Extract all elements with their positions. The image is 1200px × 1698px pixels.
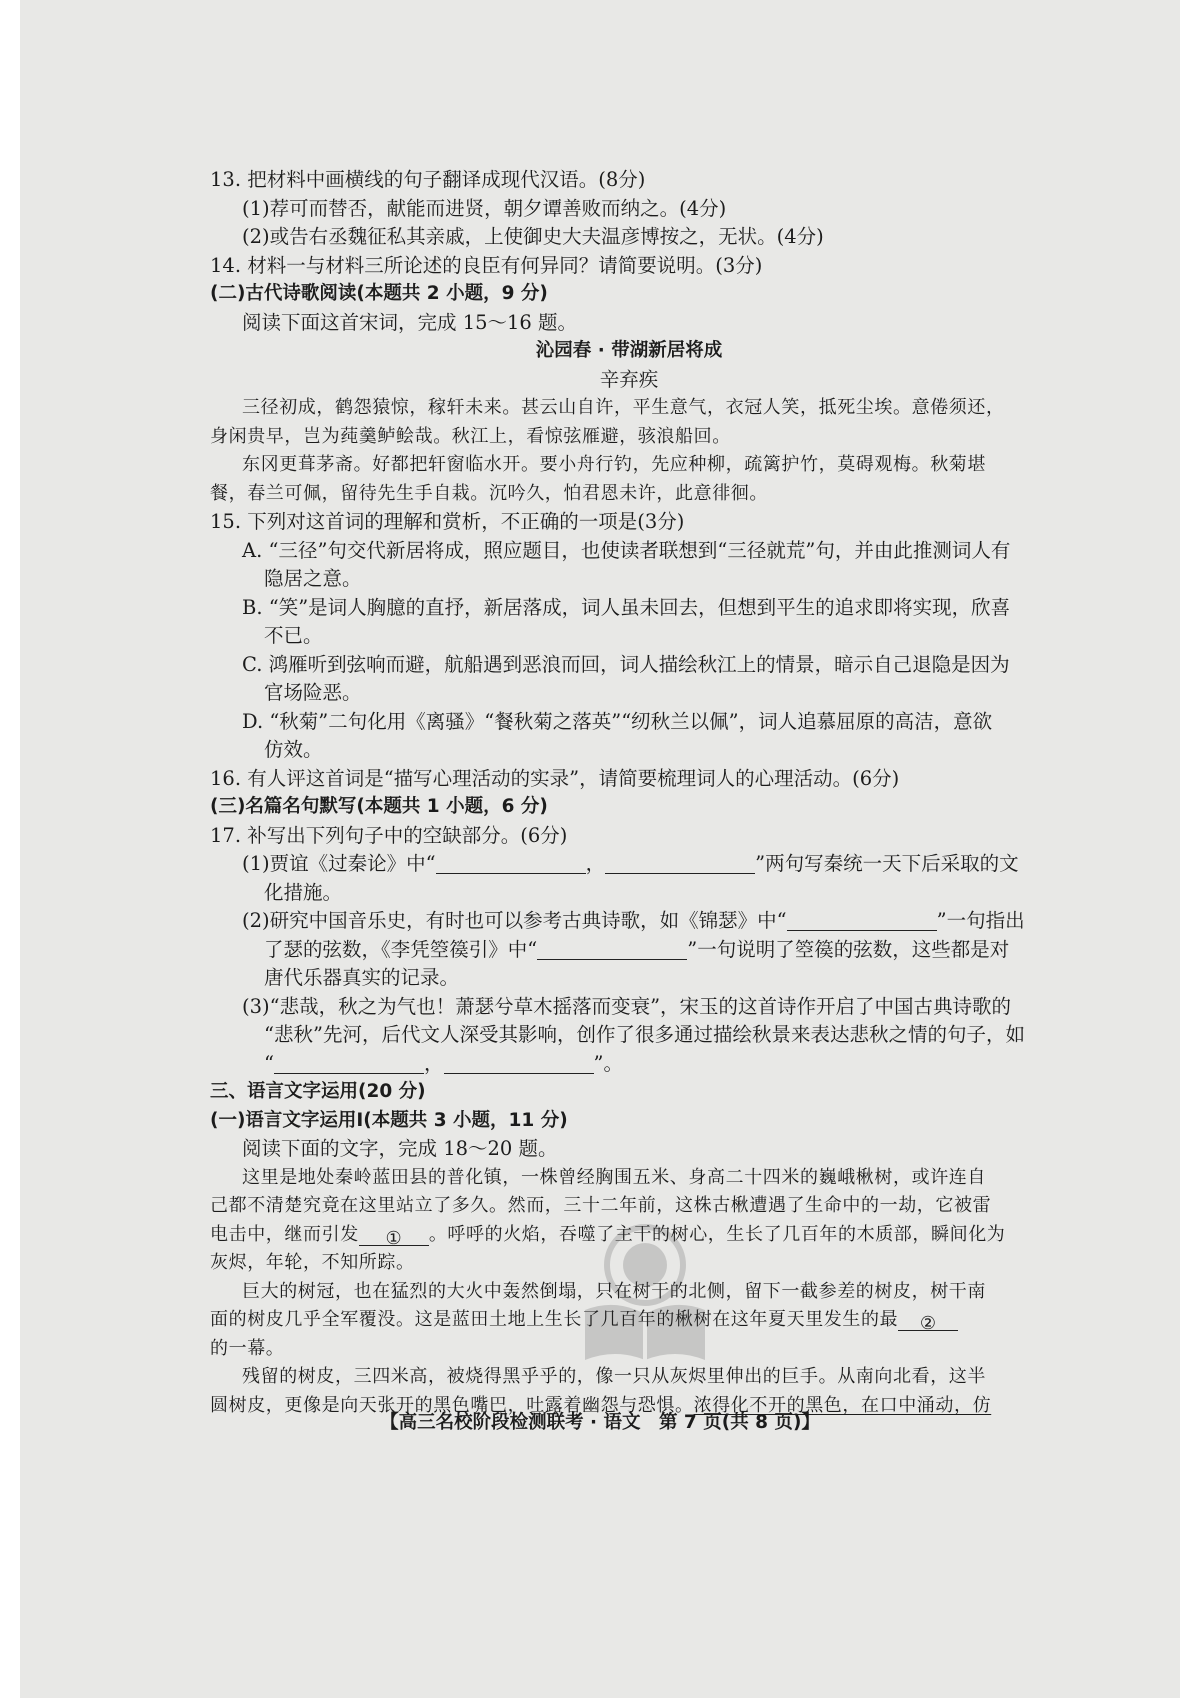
passage-line: 残留的树皮，三四米高，被烧得黑乎乎的，像一只从灰烬里伸出的巨手。从南向北看，这半 — [242, 1366, 986, 1387]
text-line: 17. 补写出下列句子中的空缺部分。(6分) — [210, 823, 568, 847]
text-line: D. “秋菊”二句化用《离骚》“餐秋菊之落英”“纫秋兰以佩”，词人追慕屈原的高洁，意欲 — [242, 709, 993, 733]
passage-line: 这里是地处秦岭蓝田县的普化镇，一株曾经胸围五米、身高二十四米的巍峨楸树，或许连自 — [242, 1166, 986, 1188]
q17-item-2-line-3: 唐代乐器真实的记录。 — [264, 966, 460, 989]
text-line: 沁园春 · 带湖新居将成 — [535, 340, 723, 361]
text-line: B. “笑”是词人胸臆的直抒，新居落成，词人虽未回去，但想到平生的追求即将实现，欣喜 — [242, 595, 1011, 619]
text: “ — [264, 1051, 274, 1075]
text: ”一句说明了箜篌的弦数，这些都是对 — [687, 937, 1010, 961]
q17-item-1-line-1 — [198, 850, 1048, 879]
text-line: (2)或告右丞魏征私其亲戚，上使御史大夫温彦博按之，无状。(4分) — [242, 225, 824, 248]
passage-line: 灰烬，年轮，不知所踪。 — [210, 1252, 415, 1273]
text-line: C. 鸿雁听到弦响而避，航船遇到恶浪而回，词人描绘秋江上的情景，暗示自己退隐是因为 — [242, 652, 1010, 676]
text-line: 16. 有人评这首词是“描写心理活动的实录”，请简要梳理词人的心理活动。(6分) — [210, 766, 900, 790]
text-line: (二)古代诗歌阅读(本题共 2 小题，9 分) — [210, 283, 548, 304]
text: ”两句写秦统一天下后采取的文 — [755, 852, 1019, 875]
blank-2[interactable]: ② — [898, 1310, 958, 1331]
q17-item-2-line-2 — [198, 936, 1048, 965]
text-line: 身闲贵早，岂为莼羹鲈鲙哉。秋江上，看惊弦雁避，骇浪船回。 — [210, 425, 731, 447]
watermark-book-icon — [575, 1210, 715, 1360]
instruction: 阅读下面的文字，完成 18～20 题。 — [242, 1137, 558, 1160]
passage-line: 的一幕。 — [210, 1337, 285, 1359]
text-line: 不已。 — [264, 624, 323, 647]
text: (1)贾谊《过秦论》中“ — [242, 852, 436, 875]
text: 。呼呼的火焰，吞噬了主干的树心，生长了几百年的木质部，瞬间化为 — [428, 1223, 1006, 1245]
text-line: 三径初成，鹤怨猿惊，稼轩未来。甚云山自许，平生意气，衣冠人笑，抵死尘埃。意倦须还， — [242, 397, 1005, 418]
answer-blank[interactable] — [436, 853, 586, 874]
answer-blank[interactable] — [537, 939, 687, 960]
text-line: (1)荐可而替否，献能而进贤，朝夕谭善败而纳之。(4分) — [242, 196, 727, 220]
text: ”。 — [593, 1051, 623, 1075]
text-line: 14. 材料一与材料三所论述的良臣有何异同？请简要说明。(3分) — [210, 253, 763, 277]
text: (2)研究中国音乐史，有时也可以参考古典诗歌，如《锦瑟》中“ — [242, 909, 787, 932]
text-line: 阅读下面这首宋词，完成 15～16 题。 — [242, 310, 578, 334]
answer-blank[interactable] — [274, 1053, 424, 1074]
question-lines — [198, 166, 1048, 850]
subsection-heading: (一)语言文字运用Ⅰ(本题共 3 小题，11 分) — [210, 1109, 568, 1131]
q17-item-3-line-3 — [198, 1050, 1048, 1079]
text-line: 15. 下列对这首词的理解和赏析，不正确的一项是(3分) — [210, 510, 685, 533]
text-line: 仿效。 — [264, 738, 323, 761]
text-line: 官场险恶。 — [264, 681, 362, 704]
q17-item-2-line-1 — [198, 907, 1048, 936]
text: ， — [423, 1051, 444, 1075]
text-line: 东冈更葺茅斋。好都把轩窗临水开。要小舟行钓，先应种柳，疏篱护竹，莫碍观梅。秋菊堪 — [242, 454, 986, 475]
answer-blank[interactable] — [787, 910, 937, 931]
text-line: (三)名篇名句默写(本题共 1 小题，6 分) — [210, 796, 548, 817]
blank-1[interactable]: ① — [359, 1225, 429, 1246]
text: 电击中，继而引发 — [210, 1223, 359, 1245]
page-footer: 【高三名校阶段检测联考 · 语文 第 7 页(共 8 页)】 — [380, 1412, 820, 1433]
text-line: 隐居之意。 — [264, 567, 362, 590]
passage-line: 巨大的树冠，也在猛烈的大火中轰然倒塌，只在树干的北侧，留下一截参差的树皮，树干南 — [242, 1280, 986, 1302]
text: 了瑟的弦数，《李凭箜篌引》中“ — [264, 937, 538, 961]
scanned-page — [20, 0, 1180, 1698]
passage-line: 己都不清楚究竟在这里站立了多久。然而，三十二年前，这株古楸遭遇了生命中的一劫，它被雷 — [210, 1195, 992, 1216]
q17-item-3-line-1: (3)“悲哉，秋之为气也！萧瑟兮草木摇落而变衰”，宋玉的这首诗作开启了中国古典诗歌的 — [242, 994, 1012, 1018]
text: ， — [585, 852, 606, 875]
q17-item-1-line-2: 化措施。 — [264, 880, 343, 904]
answer-blank[interactable] — [605, 853, 755, 874]
section-heading: 三、语言文字运用(20 分) — [210, 1081, 426, 1102]
underlined-sentence: 浓得化不开的黑色，在口中涌动，仿 — [693, 1394, 992, 1416]
text: 面的树皮几乎全军覆没。这是蓝田土地上生长了几百年的楸树在这年夏天里发生的最 — [210, 1309, 899, 1330]
answer-blank[interactable] — [444, 1053, 594, 1074]
text: 圆树皮，更像是向天张开的黑色嘴巴，吐露着幽怨与恐惧。 — [210, 1394, 694, 1416]
q17-item-3-line-2: “悲秋”先河，后代文人深受其影响，创作了很多通过描绘秋景来表达悲秋之情的句子，如 — [264, 1023, 1025, 1046]
text-line: 辛弃疾 — [599, 367, 659, 391]
text-line: 餐，春兰可佩，留待先生手自栽。沉吟久，怕君恩未许，此意徘徊。 — [210, 482, 768, 504]
text: ”一句指出 — [936, 909, 1025, 932]
text-line: 13. 把材料中画横线的句子翻译成现代汉语。(8分) — [210, 168, 646, 191]
text-line: A. “三径”句交代新居将成，照应题目，也使读者联想到“三径就荒”句，并由此推测词人有 — [242, 538, 1011, 562]
